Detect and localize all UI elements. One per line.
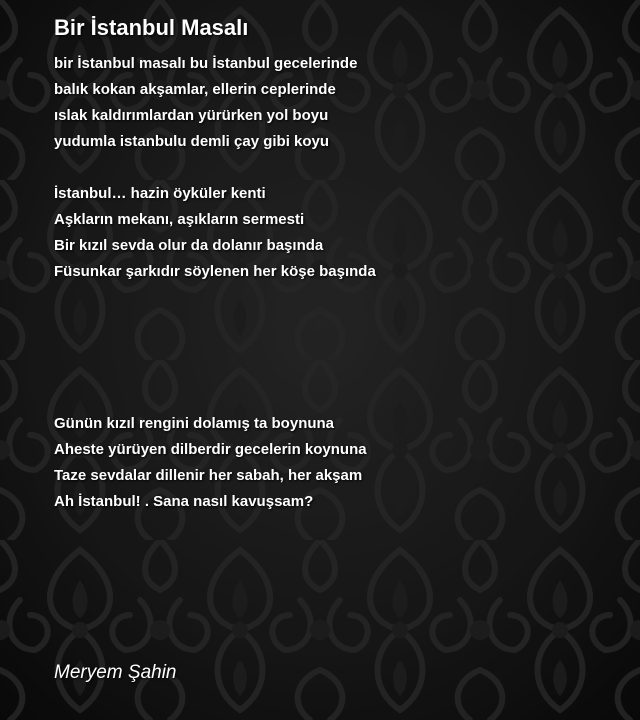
stanza-1	[54, 51, 357, 155]
poem-line: İstanbul… hazin öyküler kenti	[54, 185, 266, 202]
poem-line: Günün kızıl rengini dolamış ta boynuna	[54, 415, 335, 432]
poem-author: Meryem Şahin	[54, 662, 177, 683]
poem-line: Bir kızıl sevda olur da dolanır başında	[54, 237, 324, 254]
poem-title: Bir İstanbul Masalı	[54, 15, 249, 40]
poem-line: bir İstanbul masalı bu İstanbul gecelerinde	[54, 55, 358, 72]
poem-line: balık kokan akşamlar, ellerin ceplerinde	[54, 81, 336, 98]
stanza-3	[54, 411, 367, 515]
poem-line: Taze sevdalar dillenir her sabah, her akşam	[54, 467, 363, 484]
stanza-2	[54, 181, 376, 285]
poem-line: Füsunkar şarkıdır söylenen her köşe başında	[54, 263, 376, 280]
poem-line: Aheste yürüyen dilberdir gecelerin koynuna	[54, 441, 367, 458]
poem-line: Ah İstanbul! . Sana nasıl kavuşsam?	[54, 493, 314, 510]
poem-line: Aşkların mekanı, aşıkların sermesti	[54, 211, 305, 228]
poem-line: yudumla istanbulu demli çay gibi koyu	[54, 133, 330, 150]
poem-line: ıslak kaldırımlardan yürürken yol boyu	[54, 107, 329, 124]
